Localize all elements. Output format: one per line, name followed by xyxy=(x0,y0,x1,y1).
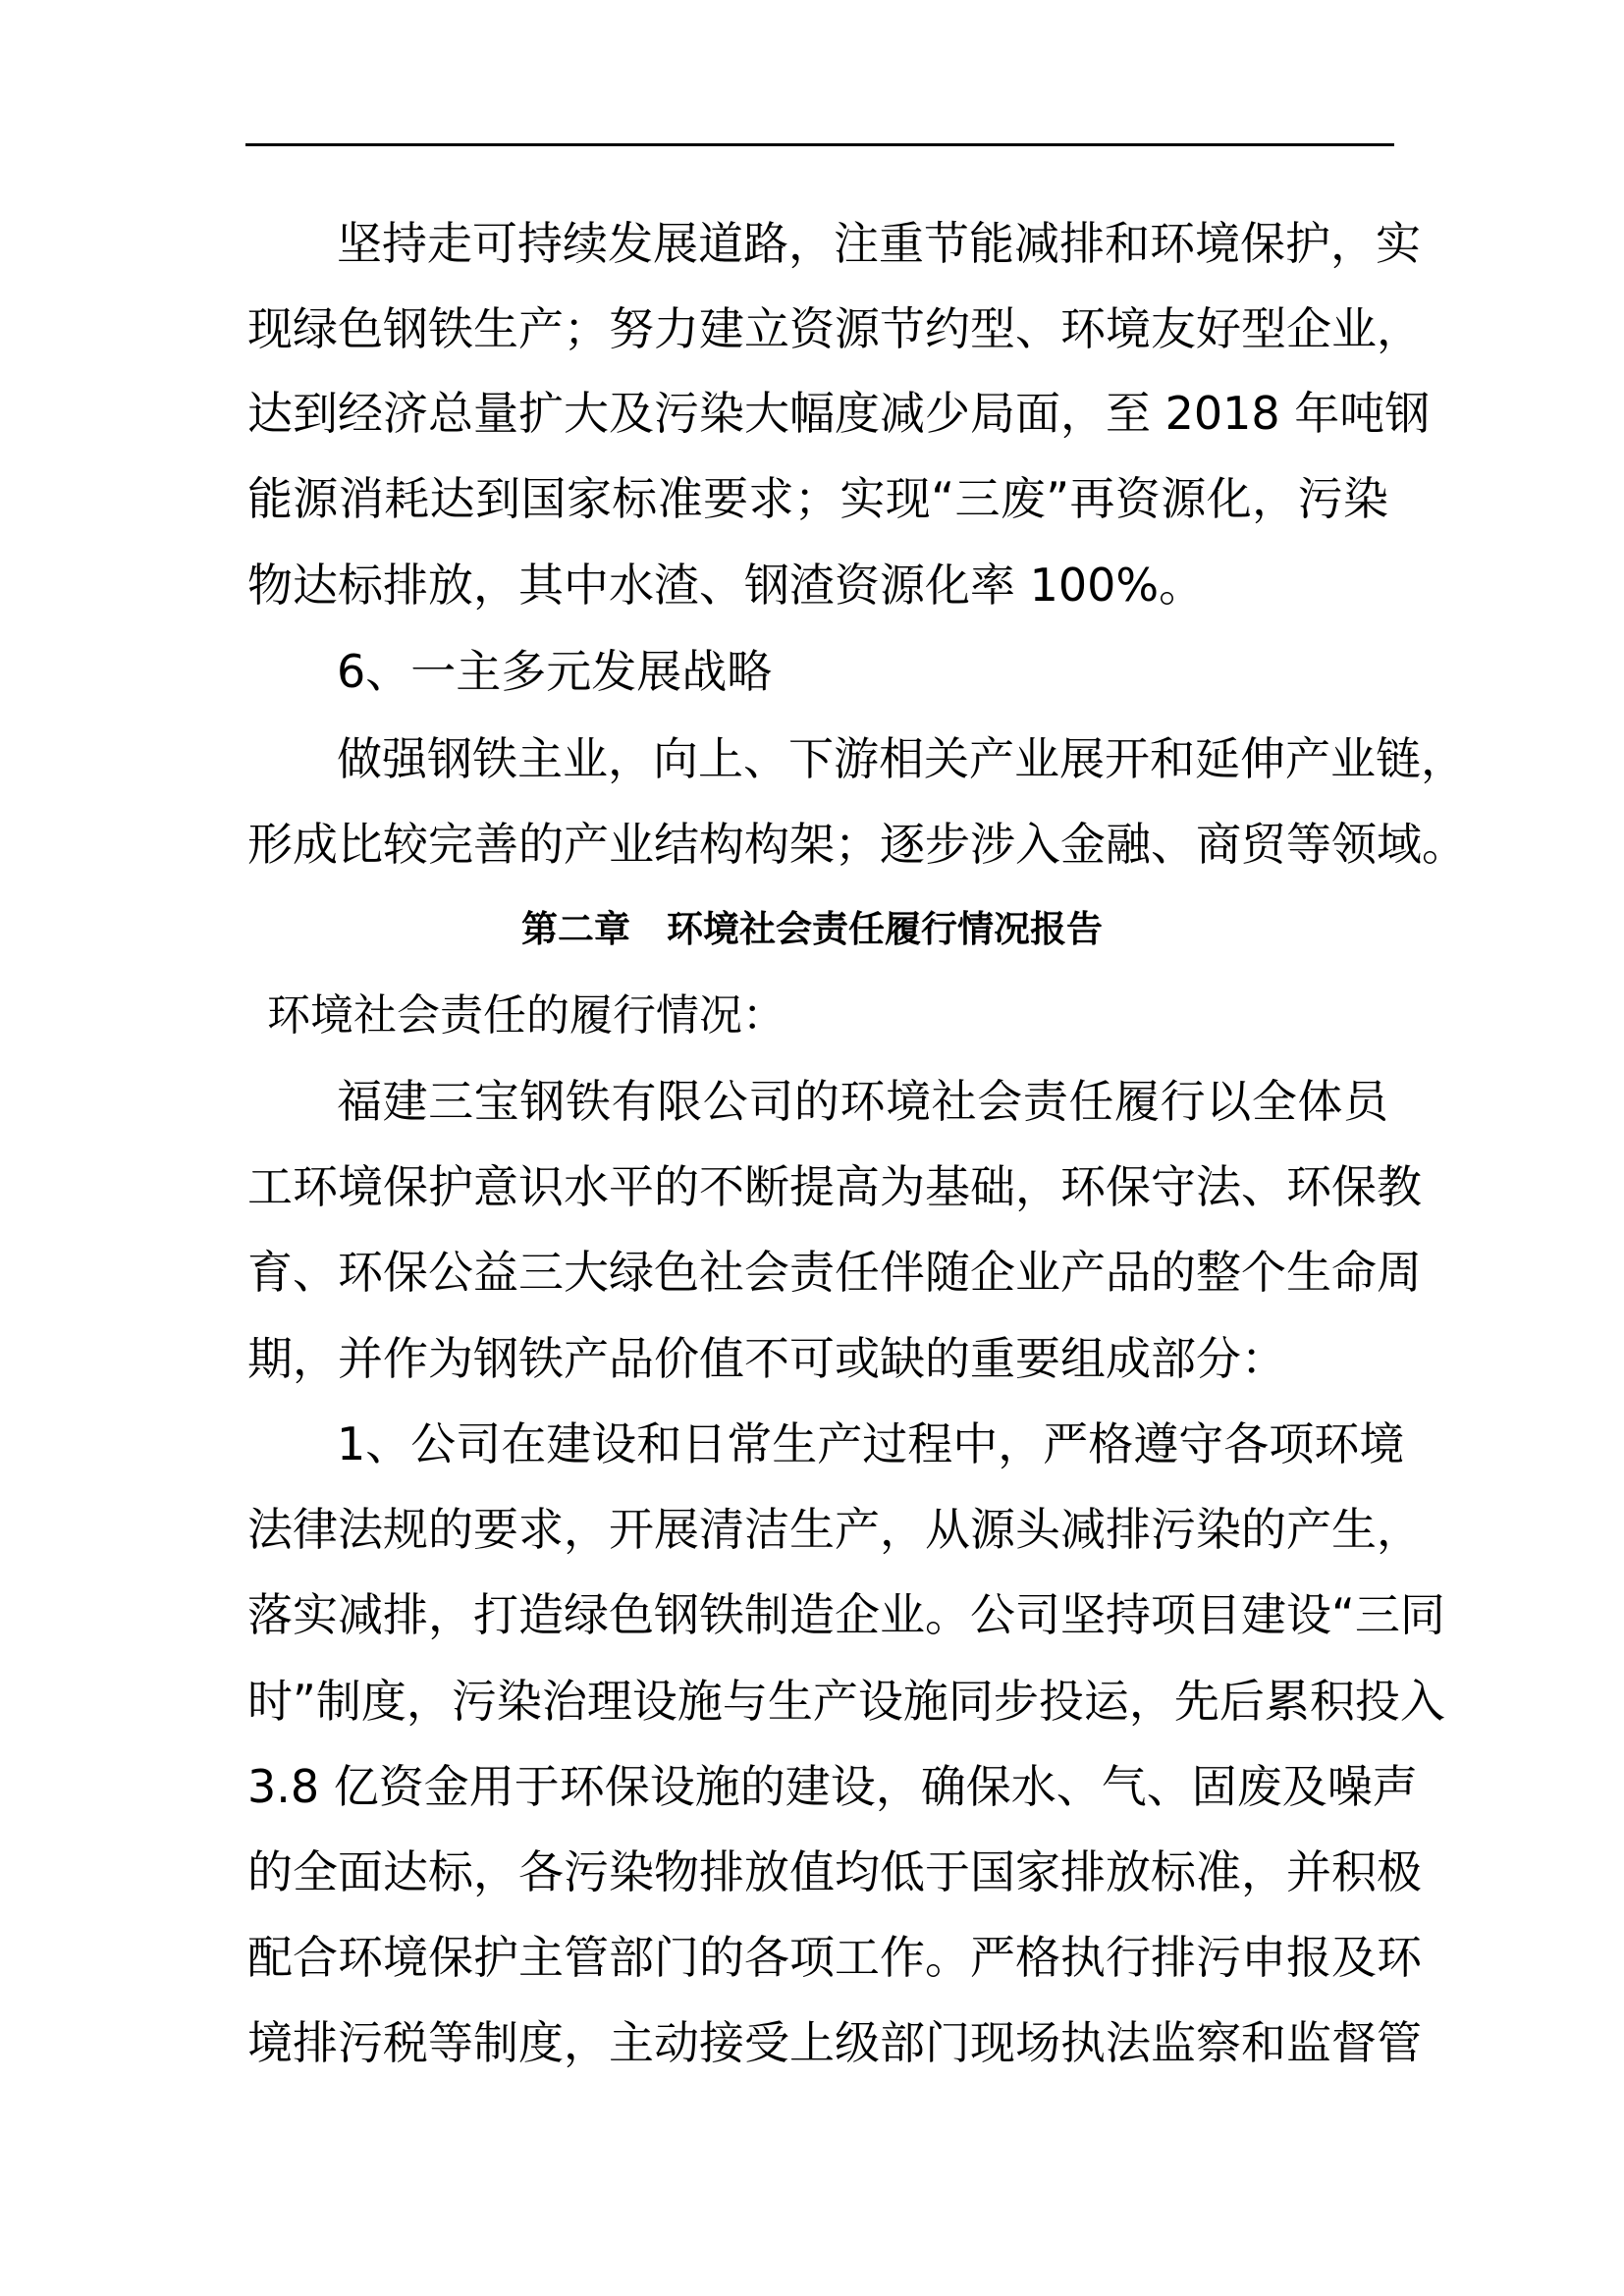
paragraph-line: 能源消耗达到国家标准要求；实现“三废”再资源化，污染 xyxy=(247,472,1388,525)
header-rule xyxy=(245,143,1394,146)
paragraph-line: 做强钢铁主业，向上、下游相关产业展开和延伸产业链， xyxy=(337,732,1466,785)
paragraph-line: 工环境保护意识水平的不断提高为基础，环保守法、环保教 xyxy=(247,1160,1422,1213)
paragraph-line: 期，并作为钢铁产品价值不可或缺的重要组成部分： xyxy=(247,1332,1286,1385)
paragraph-line: 3.8 亿资金用于环保设施的建设，确保水、气、固废及噪声 xyxy=(247,1760,1418,1813)
paragraph-line: 时”制度，污染治理设施与生产设施同步投运，先后累积投入 xyxy=(247,1675,1445,1728)
paragraph-line: 的全面达标，各污染物排放值均低于国家排放标准，并积极 xyxy=(247,1845,1422,1898)
paragraph-line: 达到经济总量扩大及污染大幅度减少局面，至 2018 年吨钢 xyxy=(247,387,1431,440)
chapter-title: 第二章 环境社会责任履行情况报告 xyxy=(521,908,1103,950)
paragraph-line: 福建三宝钢铁有限公司的环境社会责任履行以全体员 xyxy=(337,1075,1388,1128)
paragraph-line: 境排污税等制度，主动接受上级部门现场执法监察和监督管 xyxy=(247,2016,1422,2069)
subheading: 环境社会责任的履行情况： xyxy=(267,990,785,1041)
paragraph-line: 现绿色钢铁生产；努力建立资源节约型、环境友好型企业， xyxy=(247,302,1422,355)
section-heading: 6、一主多元发展战略 xyxy=(337,645,773,698)
paragraph-line: 物达标排放，其中水渣、钢渣资源化率 100%。 xyxy=(247,559,1205,612)
paragraph-line: 落实减排，打造绿色钢铁制造企业。公司坚持项目建设“三同 xyxy=(247,1588,1445,1641)
paragraph-line: 坚持走可持续发展道路，注重节能减排和环境保护，实 xyxy=(337,217,1421,270)
paragraph-line: 配合环境保护主管部门的各项工作。严格执行排污申报及环 xyxy=(247,1931,1422,1984)
paragraph-line: 形成比较完善的产业结构构架；逐步涉入金融、商贸等领域。 xyxy=(247,818,1467,871)
paragraph-line: 法律法规的要求，开展清洁生产，从源头减排污染的产生， xyxy=(247,1503,1422,1556)
paragraph-line: 1、公司在建设和日常生产过程中，严格遵守各项环境 xyxy=(337,1417,1405,1470)
paragraph-line: 育、环保公益三大绿色社会责任伴随企业产品的整个生命周 xyxy=(247,1246,1422,1299)
